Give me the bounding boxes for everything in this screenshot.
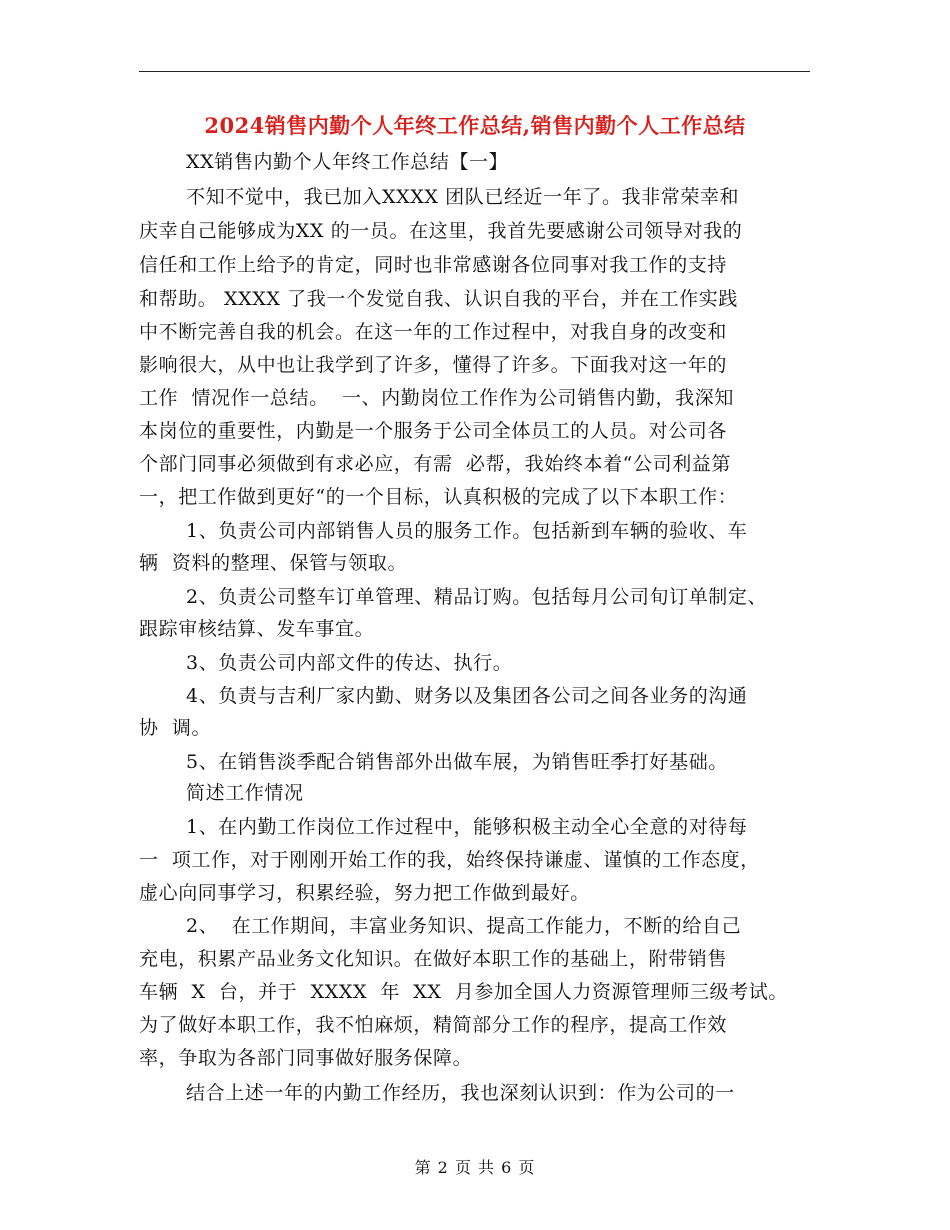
body-line: 庆幸自己能够成为XX 的一员。在这里，我首先要感谢公司领导对我的 — [139, 220, 743, 242]
list-item: 2、 在工作期间，丰富业务知识、提高工作能力，不断的给自己 — [186, 915, 742, 937]
list-item: 1、负责公司内部销售人员的服务工作。包括新到车辆的验收、车 — [186, 520, 748, 542]
list-item: 4、负责与吉利厂家内勤、财务以及集团各公司之间各业务的沟通 — [186, 685, 748, 707]
body-line: 本岗位的重要性，内勤是一个服务于公司全体员工的人员。对公司各 — [139, 420, 728, 442]
list-item-continuation: 虚心向同事学习，积累经验，努力把工作做到最好。 — [139, 882, 590, 904]
header-rule — [139, 71, 810, 72]
list-item-continuation: 为了做好本职工作，我不怕麻烦，精简部分工作的程序，提高工作效 — [139, 1014, 728, 1036]
list-item-continuation: 辆 资料的整理、保管与领取。 — [139, 552, 408, 574]
body-line: 信任和工作上给予的肯定，同时也非常感谢各位同事对我工作的支持 — [139, 254, 728, 276]
list-item-continuation: 协 调。 — [139, 717, 212, 739]
body-line: 个部门同事必须做到有求必应，有需 必帮，我始终本着“公司利益第 — [139, 453, 731, 475]
body-line: 不知不觉中，我已加入XXXX 团队已经近一年了。我非常荣幸和 — [186, 186, 740, 208]
body-line: 结合上述一年的内勤工作经历，我也深刻认识到：作为公司的一 — [186, 1082, 735, 1104]
section-subtitle: XX销售内勤个人年终工作总结【一】 — [186, 151, 509, 173]
document-title: 2024销售内勤个人年终工作总结,销售内勤个人工作总结 — [204, 113, 746, 138]
page-number-footer: 第 2 页 共 6 页 — [414, 1158, 536, 1177]
list-item: 3、负责公司内部文件的传达、执行。 — [186, 652, 513, 674]
body-line: 工作 情况作一总结。 一、内勤岗位工作作为公司销售内勤，我深知 — [139, 387, 734, 409]
body-line: 和帮助。 XXXX 了我一个发觉自我、认识自我的平台，并在工作实践 — [139, 288, 738, 310]
body-line: 影响很大，从中也让我学到了许多，懂得了许多。下面我对这一年的 — [139, 354, 728, 376]
list-item: 1、在内勤工作岗位工作过程中，能够积极主动全心全意的对待每 — [186, 816, 748, 838]
list-item-continuation: 跟踪审核结算、发车事宜。 — [139, 618, 375, 640]
list-item-continuation: 车辆 X 台，并于 XXXX 年 XX 月参加全国人力资源管理师三级考试。 — [139, 981, 788, 1003]
list-item: 2、负责公司整车订单管理、精品订购。包括每月公司旬订单制定、 — [186, 586, 768, 608]
body-line: 中不断完善自我的机会。在这一年的工作过程中，对我自身的改变和 — [139, 321, 728, 343]
body-line: 一，把工作做到更好“的一个目标，认真积极的完成了以下本职工作： — [139, 486, 738, 508]
list-item: 5、在销售淡季配合销售部外出做车展，为销售旺季打好基础。 — [186, 751, 728, 773]
list-item-continuation: 率，争取为各部门同事做好服务保障。 — [139, 1047, 473, 1069]
list-item-continuation: 一 项工作，对于刚刚开始工作的我，始终保持谦虚、谨慎的工作态度， — [139, 849, 760, 871]
list-item-continuation: 充电，积累产品业务文化知识。在做好本职工作的基础上，附带销售 — [139, 948, 728, 970]
section-heading: 简述工作情况 — [186, 782, 304, 804]
